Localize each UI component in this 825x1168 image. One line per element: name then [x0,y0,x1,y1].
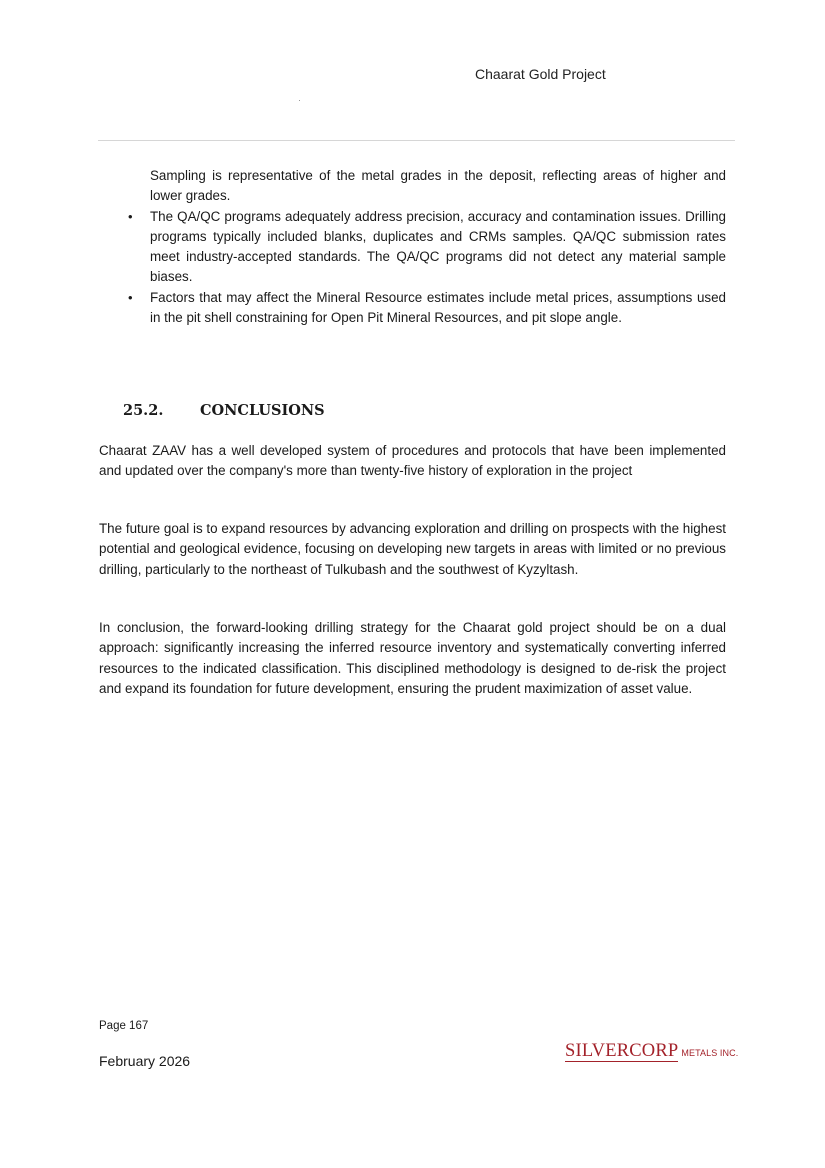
logo-sub-text: METALS INC. [681,1048,739,1058]
silvercorp-logo [565,1041,738,1062]
footer-date: February 2026 [99,1053,191,1069]
bullet-item-qaqc: • The QA/QC programs adequately address precision, accuracy and contamination issues. Drilling programs typically included blanks, duplicates and CRMs samples. QA/QC submission rates meet industry-accepted standards. The QA/QC programs did not detect any material sample biases. [150,207,726,288]
logo-main-text: SILVERCORP [565,1041,679,1061]
header-dot [299,100,300,101]
section-title: CONCLUSIONS [200,402,325,419]
intro-block [150,166,726,328]
bullet-list [150,207,726,329]
page-number: Page 167 [99,1020,149,1032]
paragraph-future-goal: The future goal is to expand resources by advancing exploration and drilling on prospects with the highest potential and geological evidence, focusing on developing new targets in areas with limited or no previous drilling, particularly to the northeast of Tulkubash and the southwest of Kyzyltash. [99,521,726,577]
intro-continuation: Sampling is representative of the metal grades in the deposit, reflecting areas of higher and lower grades. [150,168,726,204]
header-divider [98,140,735,141]
section-number: 25.2. [123,402,164,419]
paragraph-conclusion: In conclusion, the forward-looking drilling strategy for the Chaarat gold project should be on a dual approach: significantly increasing the inferred resource inventory and systematically converting inferred resources to the indicated classification. This disciplined methodology is designed to de-risk the project and expand its foundation for future development, ensuring the prudent maximization of asset value. [99,620,726,696]
paragraph-system: Chaarat ZAAV has a well developed system of procedures and protocols that have been implemented and updated over the company's more than twenty-five history of exploration in the project [99,443,726,479]
bullet-item-factors: • Factors that may affect the Mineral Resource estimates include metal prices, assumptions used in the pit shell constraining for Open Pit Mineral Resources, and pit slope angle. [150,288,726,329]
section-heading [123,402,325,419]
header-title: Chaarat Gold Project [475,66,606,82]
